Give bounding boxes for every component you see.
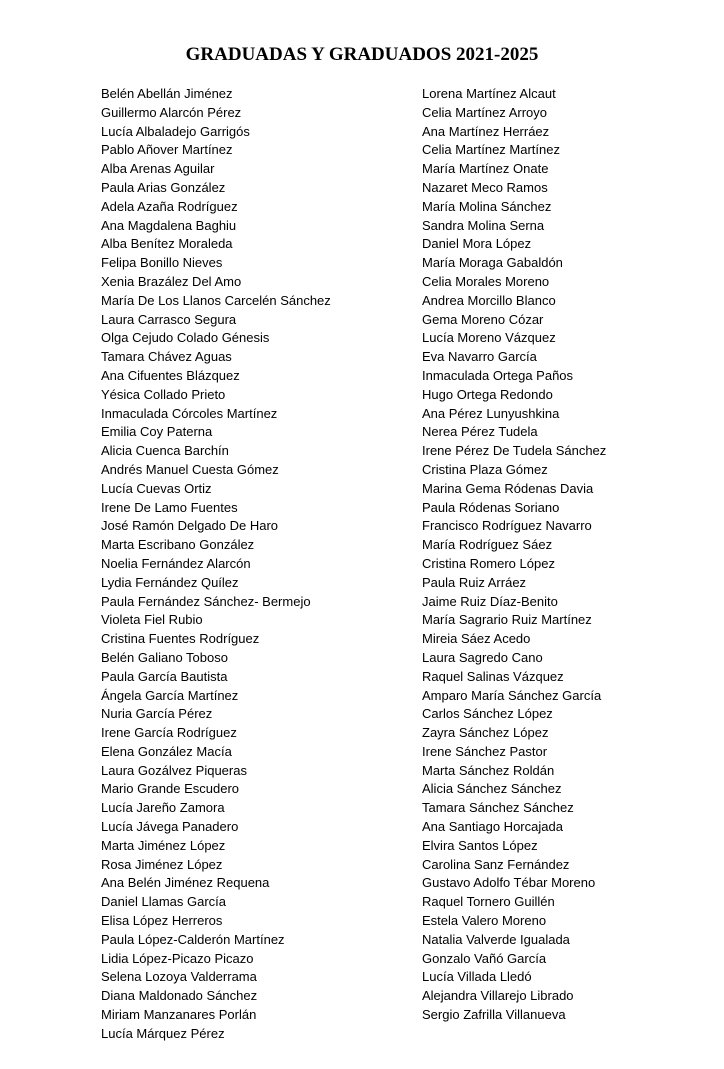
list-item: Daniel Llamas García [101, 894, 226, 910]
list-item: Laura Sagredo Cano [422, 649, 543, 665]
list-item: Lucía Jávega Panadero [101, 819, 239, 835]
list-item: María Sagrario Ruiz Martínez [422, 612, 592, 628]
list-item: Cristina Romero López [422, 555, 555, 571]
list-item: Marina Gema Ródenas Davia [422, 480, 594, 496]
list-item: Raquel Salinas Vázquez [422, 668, 564, 684]
list-item: Xenia Brazález Del Amo [101, 273, 242, 289]
list-item: Cristina Fuentes Rodríguez [101, 631, 260, 647]
list-item: Diana Maldonado Sánchez [101, 988, 258, 1004]
list-item: Zayra Sánchez López [422, 725, 549, 741]
list-item: Gonzalo Vañó García [422, 950, 547, 966]
list-item: Inmaculada Ortega Paños [422, 367, 574, 383]
list-item: Irene Pérez De Tudela Sánchez [422, 443, 607, 459]
list-item: Mario Grande Escudero [101, 781, 240, 797]
list-item: Emilia Coy Paterna [101, 424, 213, 440]
list-item: Ana Belén Jiménez Requena [101, 875, 270, 891]
list-item: Gustavo Adolfo Tébar Moreno [422, 875, 596, 891]
list-item: Tamara Sánchez Sánchez [422, 800, 574, 816]
list-item: Francisco Rodríguez Navarro [422, 518, 592, 534]
list-item: Nerea Pérez Tudela [422, 424, 538, 440]
list-item: Alba Arenas Aguilar [101, 161, 215, 177]
list-item: Rosa Jiménez López [101, 856, 223, 872]
list-item: Ángela García Martínez [101, 687, 239, 703]
list-item: Daniel Mora López [422, 236, 532, 252]
list-item: Belén Galiano Toboso [101, 649, 228, 665]
list-item: Laura Carrasco Segura [101, 311, 237, 327]
list-item: Carlos Sánchez López [422, 706, 553, 722]
list-item: Celia Martínez Martínez [422, 142, 560, 158]
list-item: Hugo Ortega Redondo [422, 386, 553, 402]
list-item: Olga Cejudo Colado Génesis [101, 330, 270, 346]
list-item: Irene García Rodríguez [101, 725, 237, 741]
list-item: Raquel Tornero Guillén [422, 894, 555, 910]
list-item: Marta Jiménez López [101, 837, 226, 853]
graduates-list-left [101, 85, 401, 1044]
list-item: Nazaret Meco Ramos [422, 179, 548, 195]
list-item: Paula Ródenas Soriano [422, 499, 560, 515]
list-item: Alba Benítez Moraleda [101, 236, 233, 252]
list-item: Gema Moreno Cózar [422, 311, 544, 327]
list-item: José Ramón Delgado De Haro [101, 518, 279, 534]
list-item: Paula Ruiz Arráez [422, 574, 527, 590]
list-item: Belén Abellán Jiménez [101, 86, 233, 101]
list-item: Alicia Sánchez Sánchez [422, 781, 562, 797]
list-item: Elena González Macía [101, 743, 232, 759]
list-item: Alicia Cuenca Barchín [101, 443, 229, 459]
list-item: Ana Magdalena Baghiu [101, 217, 237, 233]
list-item: Lucía Albaladejo Garrigós [101, 123, 250, 139]
list-item: María Martínez Onate [422, 161, 549, 177]
list-item: Ana Martínez Herráez [422, 123, 550, 139]
list-item: Guillermo Alarcón Pérez [101, 104, 242, 120]
graduates-list-right [422, 85, 712, 1025]
list-item: Lidia López-Picazo Picazo [101, 950, 254, 966]
list-item: Ana Santiago Horcajada [422, 819, 563, 835]
list-item: Natalia Valverde Igualada [422, 931, 570, 947]
list-item: Nuria García Pérez [101, 706, 213, 722]
list-item: Selena Lozoya Valderrama [101, 969, 257, 985]
list-item: Mireia Sáez Acedo [422, 631, 531, 647]
list-item: Elvira Santos López [422, 837, 538, 853]
list-item: Lucía Villada Lledó [422, 969, 532, 985]
list-item: Tamara Chávez Aguas [101, 349, 232, 365]
list-item: Paula Fernández Sánchez- Bermejo [101, 593, 311, 609]
list-item: Violeta Fiel Rubio [101, 612, 203, 628]
list-item: Noelia Fernández Alarcón [101, 555, 251, 571]
list-item: Irene Sánchez Pastor [422, 743, 548, 759]
list-item: Lucía Jareño Zamora [101, 800, 225, 816]
list-item: María De Los Llanos Carcelén Sánchez [101, 292, 331, 308]
list-item: Paula García Bautista [101, 668, 228, 684]
list-item: Alejandra Villarejo Librado [422, 988, 574, 1004]
list-item: Lydia Fernández Quílez [101, 574, 239, 590]
list-item: Adela Azaña Rodríguez [101, 198, 238, 214]
page-title: GRADUADAS Y GRADUADOS 2021-2025 [185, 44, 539, 65]
list-item: Lucía Cuevas Ortiz [101, 480, 212, 496]
list-item: Sergio Zafrilla Villanueva [422, 1007, 566, 1023]
list-item: Eva Navarro García [422, 349, 537, 365]
list-item: Yésica Collado Prieto [101, 386, 226, 402]
list-item: Celia Morales Moreno [422, 273, 550, 289]
list-item: María Moraga Gabaldón [422, 255, 563, 271]
list-item: Paula Arias González [101, 179, 226, 195]
list-item: Lucía Márquez Pérez [101, 1025, 225, 1041]
list-item: Celia Martínez Arroyo [422, 104, 547, 120]
list-item: Carolina Sanz Fernández [422, 856, 570, 872]
list-item: Miriam Manzanares Porlán [101, 1007, 257, 1023]
list-item: Laura Gozálvez Piqueras [101, 762, 247, 778]
list-item: Lorena Martínez Alcaut [422, 86, 556, 101]
list-item: Lucía Moreno Vázquez [422, 330, 556, 346]
list-item: Elisa López Herreros [101, 913, 223, 929]
list-item: Amparo María Sánchez García [422, 687, 602, 703]
list-item: Irene De Lamo Fuentes [101, 499, 238, 515]
list-item: Sandra Molina Serna [422, 217, 545, 233]
list-item: Ana Cifuentes Blázquez [101, 367, 240, 383]
list-item: Andrés Manuel Cuesta Gómez [101, 461, 279, 477]
list-item: Marta Escribano González [101, 537, 255, 553]
list-item: Marta Sánchez Roldán [422, 762, 555, 778]
list-item: Paula López-Calderón Martínez [101, 931, 285, 947]
list-item: Andrea Morcillo Blanco [422, 292, 556, 308]
list-item: María Rodríguez Sáez [422, 537, 553, 553]
list-item: Felipa Bonillo Nieves [101, 255, 223, 271]
list-item: Jaime Ruiz Díaz-Benito [422, 593, 558, 609]
list-item: Estela Valero Moreno [422, 913, 547, 929]
list-item: María Molina Sánchez [422, 198, 552, 214]
list-item: Inmaculada Córcoles Martínez [101, 405, 278, 421]
list-item: Pablo Añover Martínez [101, 142, 233, 158]
list-item: Cristina Plaza Gómez [422, 461, 548, 477]
list-item: Ana Pérez Lunyushkina [422, 405, 560, 421]
